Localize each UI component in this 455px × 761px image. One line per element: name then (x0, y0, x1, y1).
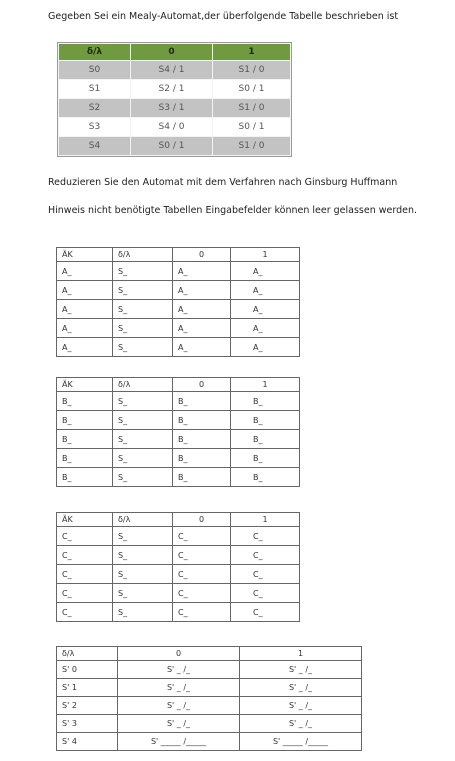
table-row (57, 262, 300, 281)
given-cell: S3 (59, 118, 131, 137)
reduced-state-label: S' 4 (57, 733, 118, 751)
next-1-field[interactable]: S' _ /_ (240, 697, 362, 715)
given-header-state: δ/λ (59, 44, 131, 61)
next-0-field[interactable]: S' _ /_ (118, 715, 240, 733)
next-1-field[interactable]: S' _ /_ (240, 661, 362, 679)
table-row (57, 300, 300, 319)
given-cell: S2 (59, 99, 131, 118)
reduced-state-label: S' 3 (57, 715, 118, 733)
header-delta-lambda: δ/λ (57, 647, 118, 661)
instruction-text: Reduzieren Sie den Automat mit dem Verfahren nach Ginsburg Huffmann (48, 177, 398, 188)
state-field[interactable]: S_ (113, 430, 173, 449)
next-0-field[interactable]: S' _ /_ (118, 679, 240, 697)
next-1-field[interactable]: A_ (231, 300, 300, 319)
table-row (57, 603, 300, 622)
given-cell: S2 / 1 (131, 80, 213, 99)
given-cell: S4 / 0 (131, 118, 213, 137)
reduced-state-label: S' 2 (57, 697, 118, 715)
given-cell: S4 / 1 (131, 61, 213, 80)
next-1-field[interactable]: B_ (231, 411, 300, 430)
equivalence-table-a (56, 247, 300, 357)
next-0-field[interactable]: B_ (173, 449, 231, 468)
intro-text: Gegeben Sei ein Mealy-Automat,der überfolgende Tabelle beschrieben ist (48, 11, 399, 22)
class-field[interactable]: B_ (57, 449, 113, 468)
given-cell: S3 / 1 (131, 99, 213, 118)
header-aequivalenzklasse: ÄK (57, 248, 113, 262)
state-field[interactable]: S_ (113, 319, 173, 338)
next-0-field[interactable]: S' _ /_ (118, 697, 240, 715)
next-0-field[interactable]: C_ (173, 546, 231, 565)
next-0-field[interactable]: A_ (173, 319, 231, 338)
next-0-field[interactable]: B_ (173, 430, 231, 449)
class-field[interactable]: B_ (57, 430, 113, 449)
class-field[interactable]: C_ (57, 546, 113, 565)
given-cell: S0 / 1 (213, 80, 291, 99)
next-1-field[interactable]: C_ (231, 584, 300, 603)
given-cell: S0 (59, 61, 131, 80)
state-field[interactable]: S_ (113, 281, 173, 300)
next-0-field[interactable]: A_ (173, 262, 231, 281)
next-0-field[interactable]: C_ (173, 527, 231, 546)
next-0-field[interactable]: C_ (173, 584, 231, 603)
header-delta-lambda: δ/λ (113, 378, 173, 392)
reduced-automaton-table (56, 646, 362, 751)
next-0-field[interactable]: C_ (173, 603, 231, 622)
table-row (57, 527, 300, 546)
class-field[interactable]: B_ (57, 392, 113, 411)
next-0-field[interactable]: C_ (173, 565, 231, 584)
state-field[interactable]: S_ (113, 262, 173, 281)
table-row (59, 137, 291, 156)
hint-text: Hinweis nicht benötigte Tabellen Eingabefelder können leer gelassen werden. (48, 205, 418, 216)
state-field[interactable]: S_ (113, 527, 173, 546)
next-0-field[interactable]: A_ (173, 338, 231, 357)
next-0-field[interactable]: A_ (173, 300, 231, 319)
header-delta-lambda: δ/λ (113, 248, 173, 262)
next-1-field[interactable]: B_ (231, 468, 300, 487)
header-input-0: 0 (118, 647, 240, 661)
table-row (57, 733, 362, 751)
next-0-field[interactable]: B_ (173, 392, 231, 411)
given-header-1: 1 (213, 44, 291, 61)
table-row (57, 546, 300, 565)
equivalence-table-b (56, 377, 300, 487)
equivalence-table-c (56, 512, 300, 622)
table-row (57, 584, 300, 603)
next-1-field[interactable]: B_ (231, 392, 300, 411)
next-1-field[interactable]: A_ (231, 338, 300, 357)
next-1-field[interactable]: S' _ /_ (240, 679, 362, 697)
state-field[interactable]: S_ (113, 584, 173, 603)
next-1-field[interactable]: B_ (231, 449, 300, 468)
given-cell: S4 (59, 137, 131, 156)
next-1-field[interactable]: A_ (231, 319, 300, 338)
state-field[interactable]: S_ (113, 411, 173, 430)
state-field[interactable]: S_ (113, 300, 173, 319)
table-row (57, 661, 362, 679)
table-row (57, 468, 300, 487)
header-input-0: 0 (173, 248, 231, 262)
class-field[interactable]: A_ (57, 338, 113, 357)
header-input-1: 1 (231, 248, 300, 262)
reduced-state-label: S' 0 (57, 661, 118, 679)
next-0-field[interactable]: A_ (173, 281, 231, 300)
next-1-field[interactable]: A_ (231, 281, 300, 300)
next-1-field[interactable]: S' _ /_ (240, 715, 362, 733)
header-input-1: 1 (231, 378, 300, 392)
next-1-field[interactable]: B_ (231, 430, 300, 449)
table-row (59, 61, 291, 80)
next-1-field[interactable]: C_ (231, 603, 300, 622)
given-header-0: 0 (131, 44, 213, 61)
given-cell: S0 / 1 (131, 137, 213, 156)
next-1-field[interactable]: C_ (231, 527, 300, 546)
next-1-field[interactable]: C_ (231, 546, 300, 565)
header-input-0: 0 (173, 378, 231, 392)
next-0-field[interactable]: B_ (173, 468, 231, 487)
class-field[interactable]: C_ (57, 584, 113, 603)
table-row (57, 697, 362, 715)
header-aequivalenzklasse: ÄK (57, 513, 113, 527)
header-input-0: 0 (173, 513, 231, 527)
table-row (59, 118, 291, 137)
table-row (59, 99, 291, 118)
state-field[interactable]: S_ (113, 546, 173, 565)
given-cell: S1 (59, 80, 131, 99)
class-field[interactable]: C_ (57, 527, 113, 546)
header-input-1: 1 (240, 647, 362, 661)
state-field[interactable]: S_ (113, 468, 173, 487)
next-0-field[interactable]: S' _ /_ (118, 661, 240, 679)
given-cell: S1 / 0 (213, 61, 291, 80)
table-row (59, 80, 291, 99)
header-input-1: 1 (231, 513, 300, 527)
class-field[interactable]: A_ (57, 281, 113, 300)
state-field[interactable]: S_ (113, 338, 173, 357)
next-1-field[interactable]: A_ (231, 262, 300, 281)
class-field[interactable]: B_ (57, 411, 113, 430)
table-row (57, 565, 300, 584)
state-field[interactable]: S_ (113, 392, 173, 411)
class-field[interactable]: A_ (57, 319, 113, 338)
given-cell: S0 / 1 (213, 118, 291, 137)
table-row (57, 338, 300, 357)
state-field[interactable]: S_ (113, 565, 173, 584)
class-field[interactable]: C_ (57, 565, 113, 584)
header-aequivalenzklasse: ÄK (57, 378, 113, 392)
class-field[interactable]: C_ (57, 603, 113, 622)
given-cell: S1 / 0 (213, 137, 291, 156)
next-0-field[interactable]: S' _____ /_____ (118, 733, 240, 751)
table-row (57, 281, 300, 300)
class-field[interactable]: A_ (57, 300, 113, 319)
reduced-state-label: S' 1 (57, 679, 118, 697)
next-1-field[interactable]: C_ (231, 565, 300, 584)
table-row (57, 430, 300, 449)
given-cell: S1 / 0 (213, 99, 291, 118)
table-row (57, 715, 362, 733)
header-delta-lambda: δ/λ (113, 513, 173, 527)
table-row (57, 392, 300, 411)
class-field[interactable]: A_ (57, 262, 113, 281)
state-field[interactable]: S_ (113, 449, 173, 468)
class-field[interactable]: B_ (57, 468, 113, 487)
table-row (57, 319, 300, 338)
table-row (57, 411, 300, 430)
table-row (57, 679, 362, 697)
next-0-field[interactable]: B_ (173, 411, 231, 430)
next-1-field[interactable]: S' _____ /_____ (240, 733, 362, 751)
given-transition-table (58, 43, 291, 156)
table-row (57, 449, 300, 468)
state-field[interactable]: S_ (113, 603, 173, 622)
